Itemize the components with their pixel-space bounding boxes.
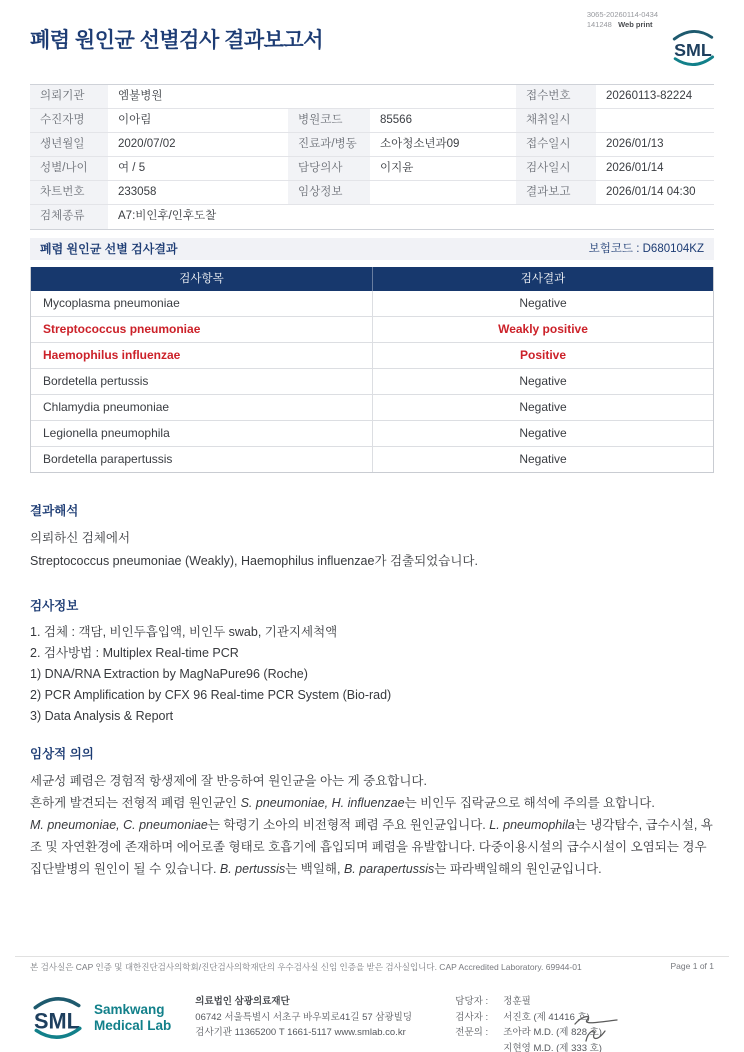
info-label: 차트번호 <box>30 181 108 205</box>
results-section-bar <box>30 238 714 260</box>
test-result: Negative <box>372 447 713 472</box>
sml-logo-icon <box>668 27 718 74</box>
print-number: 3065-20260114-0434 <box>586 10 658 19</box>
info-label: 접수번호 <box>516 85 596 109</box>
test-info-line: 2) PCR Amplification by CFX 96 Real-time PCR System (Bio-rad) <box>30 688 392 702</box>
test-result: Negative <box>372 421 713 446</box>
footer-logo-name: Samkwang Medical Lab <box>94 1002 172 1033</box>
test-name: Legionella pneumophila <box>43 426 170 440</box>
test-name: Bordetella parapertussis <box>43 452 173 466</box>
info-value: 2020/07/02 <box>108 133 288 157</box>
clinical-paragraph: 흔하게 발견되는 전형적 폐렴 원인균인 S. pneumoniae, H. influenzae는 비인두 집락균으로 해석에 주의를 요합니다. <box>30 796 655 810</box>
staff-row: 담당자 : 정훈필 <box>455 996 531 1007</box>
info-label: 담당의사 <box>288 157 370 181</box>
test-result: Positive <box>372 343 713 368</box>
organization-name: 의료법인 삼광의료재단 <box>195 996 290 1007</box>
table-row <box>31 317 713 343</box>
column-header-test-item: 검사항목 <box>179 273 224 285</box>
staff-row: 전문의 : 조아라 M.D. (제 828 호) <box>455 1027 602 1038</box>
info-value: 20260113-82224 <box>596 85 714 109</box>
print-info <box>587 10 658 30</box>
info-value: 여 / 5 <box>108 157 288 181</box>
info-value: 소아청소년과09 <box>370 133 516 157</box>
results-section-title: 폐렴 원인균 선별 검사결과 <box>40 242 178 256</box>
test-info-line: 1) DNA/RNA Extraction by MagNaPure96 (Roche) <box>30 667 308 681</box>
interpretation-heading: 결과해석 <box>30 504 79 518</box>
sml-logo-icon <box>28 994 86 1042</box>
logo-text: SML <box>674 40 712 61</box>
table-row <box>31 395 713 421</box>
info-label: 의뢰기관 <box>30 85 108 109</box>
info-value: 이지윤 <box>370 157 516 181</box>
info-label: 결과보고 <box>516 181 596 205</box>
test-name: Mycoplasma pneumoniae <box>43 296 180 310</box>
clinical-significance-section <box>30 744 714 880</box>
footer-divider <box>15 956 729 957</box>
info-value <box>370 181 516 205</box>
info-label: 접수일시 <box>516 133 596 157</box>
results-table-header <box>31 267 713 291</box>
info-label: 채취일시 <box>516 109 596 133</box>
test-result: Negative <box>372 291 713 316</box>
info-label: 수진자명 <box>30 109 108 133</box>
results-table <box>30 267 714 473</box>
print-type: Web print <box>618 20 653 29</box>
info-value: A7:비인후/인후도찰 <box>118 210 217 222</box>
test-info-body <box>30 622 714 727</box>
test-result: Weakly positive <box>372 317 713 342</box>
test-info-line: 3) Data Analysis & Report <box>30 709 174 723</box>
print-meta-line: 141248 Web print <box>586 20 653 29</box>
test-name: Bordetella pertussis <box>43 374 149 388</box>
info-value: 2026/01/14 <box>596 157 714 181</box>
table-row <box>31 291 713 317</box>
test-info-line: 1. 검체 : 객담, 비인두흡입액, 비인두 swab, 기관지세척액 <box>30 625 338 639</box>
info-value: 85566 <box>370 109 516 133</box>
organization-contact: 검사기관 11365200 T 1661-5117 www.smlab.co.kr <box>195 1027 406 1038</box>
test-name: Haemophilus influenzae <box>43 348 181 362</box>
clinical-heading: 임상적 의의 <box>30 747 94 761</box>
test-result: Negative <box>372 369 713 394</box>
clinical-body <box>30 770 714 880</box>
interpretation-line: Streptococcus pneumoniae (Weakly), Haemophilus influenzae가 검출되었습니다. <box>30 554 478 568</box>
info-label: 임상정보 <box>288 181 370 205</box>
info-value <box>596 109 714 133</box>
info-label: 진료과/병동 <box>288 133 370 157</box>
footer-logo <box>28 994 171 1042</box>
table-row <box>31 447 713 472</box>
organization-address: 06742 서울특별시 서초구 바우뫼로41길 57 삼광빌딩 <box>195 1011 413 1023</box>
clinical-paragraph: 세균성 폐렴은 경험적 항생제에 잘 반응하여 원인균을 아는 게 중요합니다. <box>30 774 427 788</box>
logo-text: SML <box>34 1008 80 1034</box>
test-name: Streptococcus pneumoniae <box>43 322 201 336</box>
footer-address-block <box>195 994 425 1041</box>
test-name: Chlamydia pneumoniae <box>43 400 170 414</box>
column-header-test-result: 검사결과 <box>372 267 713 291</box>
footer-main <box>28 994 602 1052</box>
info-label: 성별/나이 <box>30 157 108 181</box>
table-row <box>31 369 713 395</box>
info-value: 2026/01/14 04:30 <box>596 181 714 205</box>
staff-row: 검사자 : 서진호 (제 41416 호) <box>455 1011 590 1023</box>
test-info-section <box>30 596 714 727</box>
test-result: Negative <box>372 395 713 420</box>
info-value: 엠불병원 <box>108 85 516 109</box>
interpretation-section <box>30 501 714 573</box>
info-value: 이아림 <box>108 109 288 133</box>
info-value: 2026/01/13 <box>596 133 714 157</box>
info-label: 검사일시 <box>516 157 596 181</box>
info-label: 병원코드 <box>288 109 370 133</box>
page-title: 폐렴 원인균 선별검사 결과보고서 <box>30 29 324 52</box>
insurance-code: 보험코드 : D680104KZ <box>588 243 704 255</box>
test-info-heading: 검사정보 <box>30 599 79 613</box>
patient-info-table <box>30 84 714 230</box>
interpretation-line: 의뢰하신 검체에서 <box>30 531 131 545</box>
accreditation-text: 본 검사실은 CAP 인증 및 대한진단검사의학회/진단검사의학재단의 우수검사실 신임 인증을 받은 검사실입니다. CAP Accredited Laboratory. 69944-01 <box>30 962 582 972</box>
footer-note <box>30 961 714 973</box>
table-row <box>31 343 713 369</box>
page-number: Page 1 of 1 <box>670 961 714 971</box>
clinical-paragraph: M. pneumoniae, C. pneumoniae는 학령기 소아의 비전형적 폐렴 주요 원인균입니다. L. pneumophila는 냉각탑수, 급수시설, 욕조 및 자연환경에 존재하며 에어로졸 형태로 호흡기에 흡입되며 폐렴을 유발합니다. 다중이용시설의 급수시설이 오염되는 경우 집단발병의 원인이 될 수 있습니다. B. pertussis는 백일해, B. parapertussis는 파라백일해의 원인균입니다. <box>30 818 713 876</box>
table-row <box>31 421 713 447</box>
interpretation-body <box>30 527 714 573</box>
staff-row: 지현영 M.D. (제 333 호) <box>503 1042 602 1052</box>
info-label: 검체종류 <box>30 205 108 229</box>
signature-icon <box>582 1027 608 1050</box>
test-info-line: 2. 검사방법 : Multiplex Real-time PCR <box>30 646 239 660</box>
info-label: 생년월일 <box>30 133 108 157</box>
info-value: 233058 <box>108 181 288 205</box>
